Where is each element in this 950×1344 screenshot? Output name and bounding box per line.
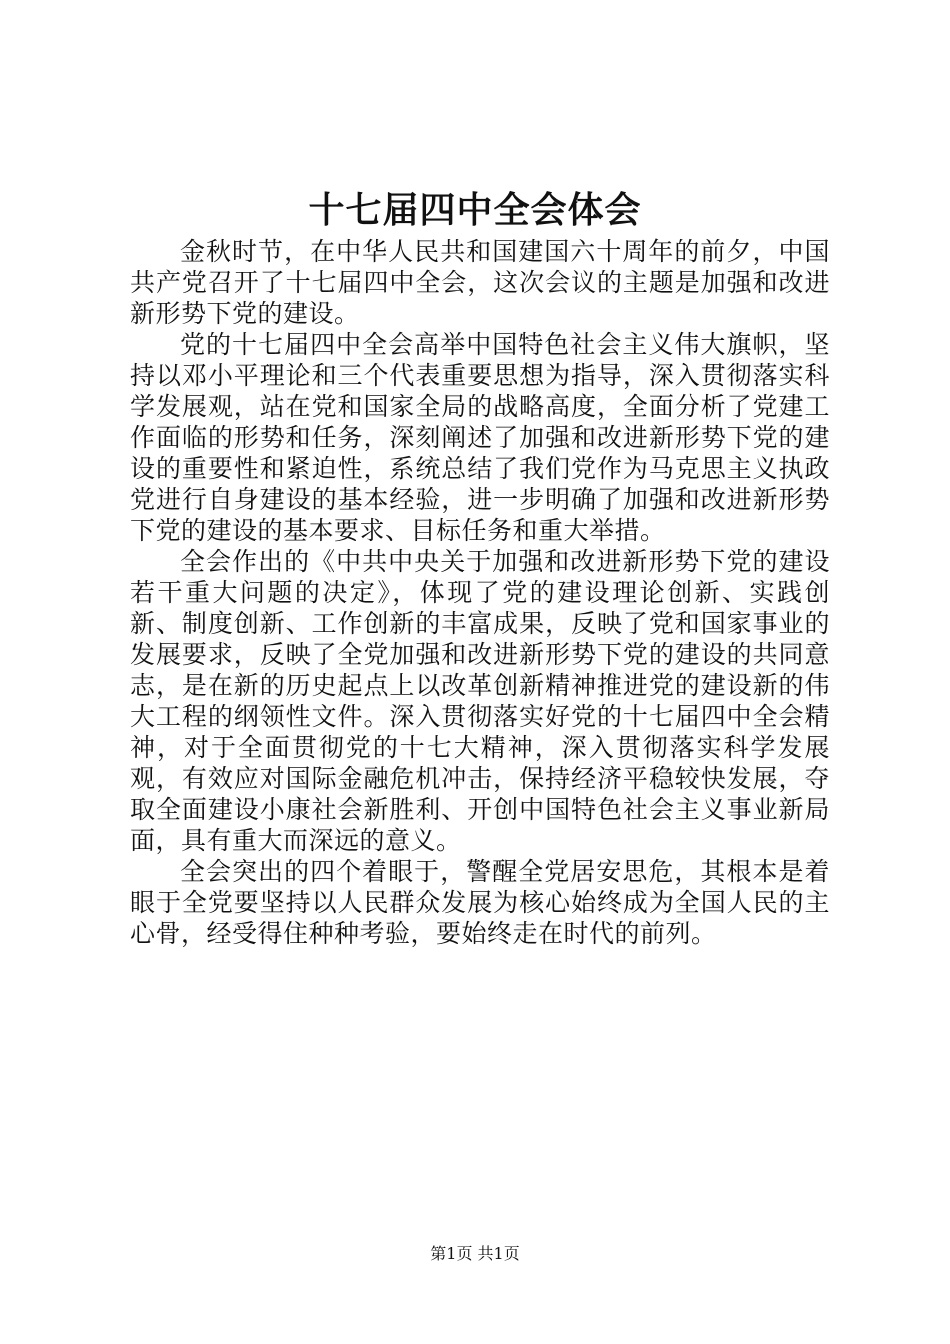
paragraph-4: 全会突出的四个着眼于，警醒全党居安思危，其根本是着眼于全党要坚持以人民群众发展为核心始终成为全国人民的主心骨，经受得住种种考验，要始终走在时代的前列。: [130, 857, 830, 948]
paragraph-3: 全会作出的《中共中央关于加强和改进新形势下党的建设若干重大问题的决定》，体现了党的建设理论创新、实践创新、制度创新、工作创新的丰富成果，反映了党和国家事业的发展要求，反映了全党加强和改进新形势下党的建设的共同意志，是在新的历史起点上以改革创新精神推进党的建设新的伟大工程的纲领性文件。深入贯彻落实好党的十七届四中全会精神，对于全面贯彻党的十七大精神，深入贯彻落实科学发展观，有效应对国际金融危机冲击，保持经济平稳较快发展，夺取全面建设小康社会新胜利、开创中国特色社会主义事业新局面，具有重大而深远的意义。: [130, 547, 830, 855]
document-body: [130, 236, 830, 949]
paragraph-2: 党的十七届四中全会高举中国特色社会主义伟大旗帜，坚持以邓小平理论和三个代表重要思想为指导，深入贯彻落实科学发展观，站在党和国家全局的战略高度，全面分析了党建工作面临的形势和任务，深刻阐述了加强和改进新形势下党的建设的重要性和紧迫性，系统总结了我们党作为马克思主义执政党进行自身建设的基本经验，进一步明确了加强和改进新形势下党的建设的基本要求、目标任务和重大举措。: [130, 330, 830, 545]
document-title: 十七届四中全会体会: [308, 189, 642, 231]
paragraph-1: 金秋时节，在中华人民共和国建国六十周年的前夕，中国共产党召开了十七届四中全会，这次会议的主题是加强和改进新形势下党的建设。: [130, 237, 830, 328]
page-footer: 第1页 共1页: [430, 1244, 520, 1263]
